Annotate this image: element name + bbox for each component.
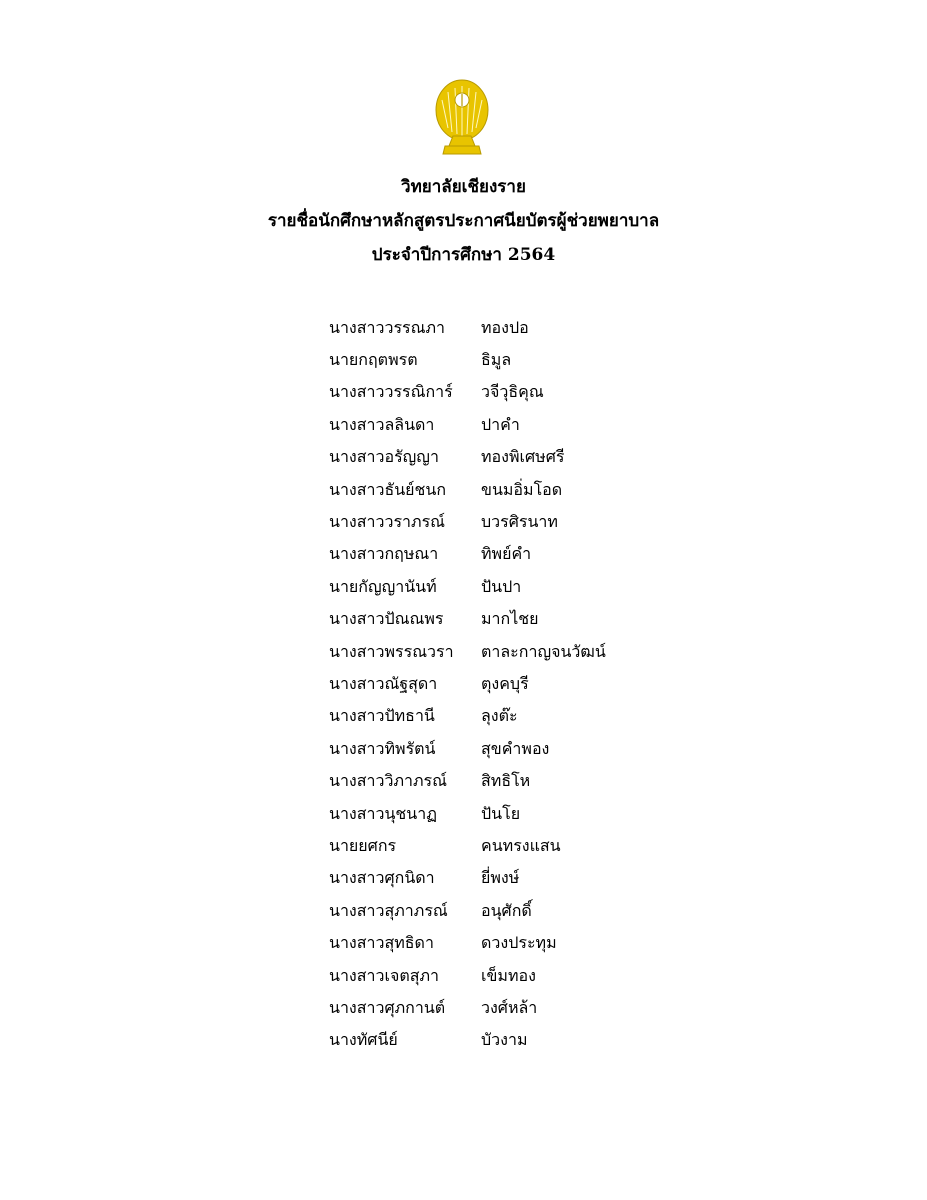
list-item (329, 539, 606, 571)
student-first-name: นางสาวเจตสุภา (329, 965, 439, 985)
list-item (329, 344, 606, 376)
list-item (329, 377, 606, 409)
student-last-name: เข็มทอง (481, 965, 536, 985)
student-first-name: นางสาวธันย์ชนก (329, 479, 447, 499)
student-last-name: บวรศิรนาท (481, 512, 558, 532)
student-last-name: ดวงประทุม (481, 933, 557, 953)
student-first-name: นางสาวศุภกานต์ (329, 997, 446, 1017)
student-last-name: คนทรงแสน (481, 835, 561, 855)
list-item (329, 636, 606, 668)
student-first-name: นางสาวสุภาภรณ์ (329, 900, 448, 920)
list-item (329, 960, 606, 992)
list-item (329, 895, 606, 927)
student-first-name: นางสาวทิพรัตน์ (329, 738, 436, 758)
student-last-name: ยี่พงษ์ (481, 868, 520, 888)
student-first-name: นางสาวสุทธิดา (329, 933, 434, 953)
list-item (329, 798, 606, 830)
student-last-name: สุขคำพอง (481, 738, 550, 758)
student-first-name: นางสาวนุชนาฏ (329, 803, 437, 823)
student-first-name: นางสาวลลินดา (329, 414, 435, 434)
student-first-name: นางสาววิภาภรณ์ (329, 771, 447, 791)
list-item (329, 765, 606, 797)
college-logo (433, 78, 491, 158)
list-item (329, 733, 606, 765)
list-item (329, 474, 606, 506)
student-last-name: บัวงาม (481, 1030, 528, 1050)
student-first-name: นางสาวปัณณพร (329, 609, 444, 629)
student-first-name: นางสาววรรณภา (329, 317, 446, 337)
student-last-name: อนุศักดิ์ (481, 900, 532, 920)
student-last-name: ทองปอ (481, 317, 529, 337)
student-last-name: ปาคำ (481, 414, 520, 434)
student-last-name: ทิพย์คำ (481, 544, 532, 564)
list-item (329, 506, 606, 538)
student-first-name: นางสาววรรณิการ์ (329, 382, 453, 402)
institution-name: วิทยาลัยเชียงราย (401, 177, 526, 197)
student-first-name: นางสาวศุกนิดา (329, 868, 435, 888)
list-item (329, 927, 606, 959)
list-item (329, 863, 606, 895)
student-first-name: นางสาวกฤษณา (329, 544, 439, 564)
list-item (329, 604, 606, 636)
student-first-name: นางทัศนีย์ (329, 1030, 398, 1050)
student-first-name: นางสาวอรัญญา (329, 447, 439, 467)
student-last-name: สิทธิโห (481, 771, 531, 791)
list-item (329, 442, 606, 474)
student-last-name: วจีวุธิคุณ (481, 382, 544, 402)
student-last-name: ตาละกาญจนวัฒน์ (481, 641, 606, 661)
student-first-name: นายกฤตพรต (329, 350, 418, 370)
document-title: รายชื่อนักศึกษาหลักสูตรประกาศนียบัตรผู้ช่วยพยาบาล (267, 211, 660, 231)
student-last-name: ตุงคบุรี (481, 673, 529, 693)
student-last-name: ทองพิเศษศรี (481, 447, 565, 467)
list-item (329, 571, 606, 603)
list-item (329, 409, 606, 441)
student-last-name: มากไชย (481, 609, 539, 629)
student-last-name: ปันปา (481, 576, 522, 596)
student-last-name: วงศ์หล้า (481, 997, 538, 1017)
student-first-name: นายกัญญานันท์ (329, 576, 437, 596)
list-item (329, 668, 606, 700)
student-last-name: ปันโย (481, 803, 521, 823)
list-item (329, 830, 606, 862)
student-first-name: นางสาวณัฐสุดา (329, 673, 438, 693)
student-first-name: นางสาวพรรณวรา (329, 641, 454, 661)
student-last-name: ขนมอิ่มโอด (481, 479, 563, 499)
list-item (329, 1025, 606, 1057)
student-first-name: นางสาววราภรณ์ (329, 512, 446, 532)
list-item (329, 701, 606, 733)
student-last-name: ลุงต๊ะ (481, 706, 518, 726)
student-first-name: นางสาวปัทธานี (329, 706, 435, 726)
list-item (329, 992, 606, 1024)
academic-year: ประจำปีการศึกษา 2564 (371, 245, 556, 265)
student-first-name: นายยศกร (329, 835, 397, 855)
student-last-name: ธิมูล (481, 350, 512, 370)
list-item (329, 312, 606, 344)
student-list (329, 312, 606, 1057)
